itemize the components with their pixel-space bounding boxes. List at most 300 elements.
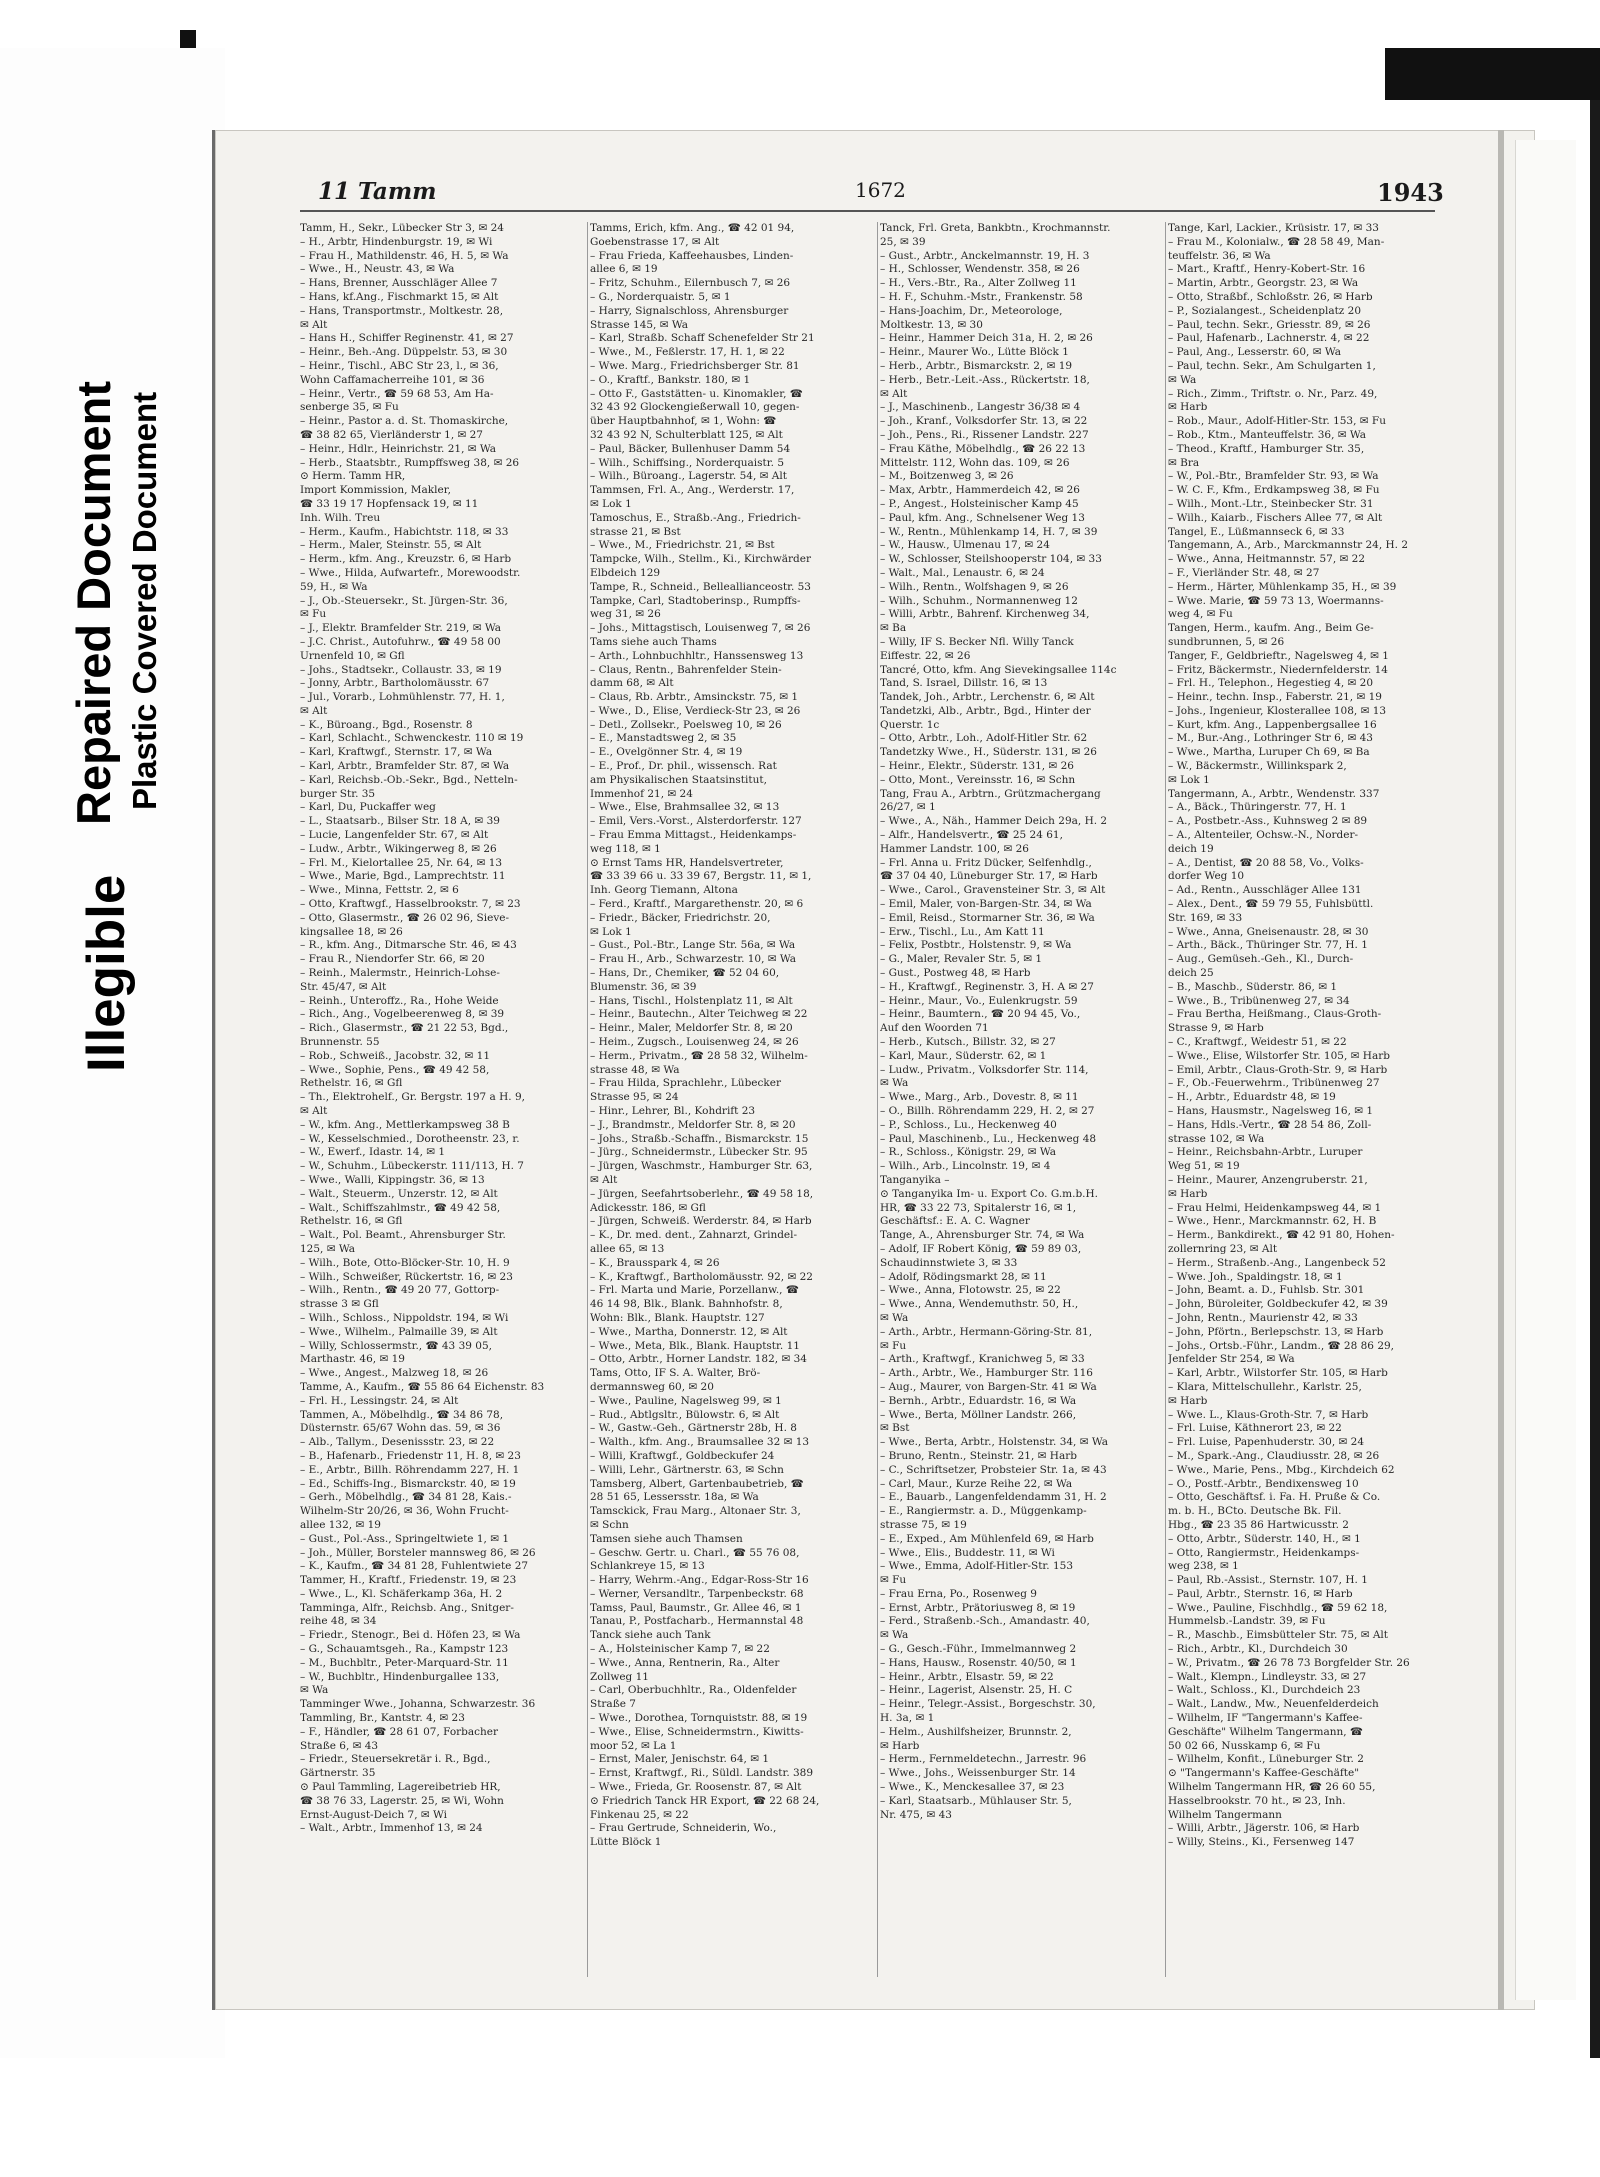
directory-entry: – Willi, Arbtr., Jägerstr. 106, ✉ Harb	[1168, 1822, 1360, 1835]
directory-entry: – F., Ob.-Feuerwehrm., Tribünenweg 27	[1168, 1077, 1380, 1090]
directory-entry: – Alex., Dent., ☎ 59 79 55, Fuhlsbüttl.	[1168, 898, 1374, 911]
directory-entry: ✉ Fu	[880, 1574, 907, 1587]
directory-entry: – R., Schloss., Königstr. 29, ✉ Wa	[880, 1146, 1056, 1159]
directory-entry: – H., Kraftwgf., Reginenstr. 3, H. A ✉ 27	[880, 980, 1094, 993]
directory-entry: – Arth., Bäck., Thüringer Str. 77, H. 1	[1168, 939, 1368, 952]
directory-entry: Tangen, Herm., kaufm. Ang., Beim Ge-	[1168, 622, 1374, 635]
directory-entry: – E., Ovelgönner Str. 4, ✉ 19	[590, 746, 743, 759]
directory-entry: – Wilh., Rentn., ☎ 49 20 77, Gottorp-	[300, 1284, 500, 1297]
directory-entry: – J., Brandmstr., Meldorfer Str. 8, ✉ 20	[590, 1118, 796, 1131]
directory-entry: – Jürgen, Waschmstr., Hamburger Str. 63,	[590, 1160, 813, 1173]
directory-entry: – Jonny, Arbtr., Bartholomäusstr. 67	[300, 677, 490, 690]
directory-entry: kingsallee 18, ✉ 26	[300, 925, 403, 938]
directory-entry: – Wilh., Rentn., Wolfshagen 9, ✉ 26	[880, 580, 1069, 593]
directory-entry: – Frau Emma Mittagst., Heidenkamps-	[590, 829, 797, 842]
directory-entry: – Paul, Ang., Lesserstr. 60, ✉ Wa	[1168, 346, 1341, 359]
directory-entry: 46 14 98, Blk., Blank. Bahnhofstr. 8,	[590, 1298, 783, 1311]
directory-entry: – Kurt, kfm. Ang., Lappenbergsallee 16	[1168, 718, 1377, 731]
directory-entry: – Wwe., M., Feßlerstr. 17, H. 1, ✉ 22	[590, 346, 785, 359]
directory-entry: – Otto, Glasermstr., ☎ 26 02 96, Sieve-	[300, 911, 510, 924]
directory-entry: – Hans, Brenner, Ausschläger Allee 7	[300, 277, 498, 290]
directory-entry: – Hans, Transportmstr., Moltkestr. 28,	[300, 304, 504, 317]
directory-entry: – Herm., Maler, Steinstr. 55, ✉ Alt	[300, 539, 482, 552]
directory-entry: – Paul, Hafenarb., Lachnerstr. 4, ✉ 22	[1168, 332, 1370, 345]
directory-entry: – Martin, Arbtr., Georgstr. 23, ✉ Wa	[1168, 277, 1359, 290]
directory-entry: – Wwe., D., Elise, Verdieck-Str 23, ✉ 26	[590, 704, 801, 717]
directory-entry: – Wilh., Mont.-Ltr., Steinbecker Str. 31	[1168, 497, 1374, 510]
directory-entry: dorfer Weg 10	[1168, 870, 1245, 883]
directory-entry: – H., Arbtr., Eduardstr 48, ✉ 19	[1168, 1091, 1336, 1104]
directory-entry: Schaudinnstwiete 3, ✉ 33	[880, 1256, 1018, 1269]
directory-entry: – Heinr., Bautechn., Alter Teichweg ✉ 22	[590, 1008, 808, 1021]
directory-column-4	[1168, 222, 1456, 1850]
page-header-left: 11 Tamm	[318, 178, 437, 205]
directory-entry: – Carl, Oberbuchhltr., Ra., Oldenfelder	[590, 1684, 797, 1697]
directory-entry: – E., Exped., Am Mühlenfeld 69, ✉ Harb	[880, 1532, 1094, 1545]
directory-entry: – A., Postbetr.-Ass., Kuhnsweg 2 ✉ 89	[1168, 815, 1368, 828]
directory-entry: Urnenfeld 10, ✉ Gfl	[300, 649, 405, 662]
directory-entry: – Heinr., Lagerist, Alsenstr. 25, H. C	[880, 1684, 1073, 1697]
directory-entry: – K., Brausspark 4, ✉ 26	[590, 1256, 720, 1269]
directory-entry: – Wwe., K., Menckesallee 37, ✉ 23	[880, 1781, 1065, 1794]
directory-entry: – W., kfm. Ang., Mettlerkampsweg 38 B	[300, 1118, 510, 1131]
directory-entry: am Physikalischen Staatsinstitut,	[590, 773, 767, 786]
directory-entry: ✉ Alt	[300, 318, 328, 331]
directory-entry: – Johs., Ingenieur, Klosterallee 108, ✉ 13	[1168, 704, 1387, 717]
directory-entry: – Wwe., Pauline, Fischhdlg., ☎ 59 62 18,	[1168, 1601, 1388, 1614]
directory-entry: – Wwe., A., Näh., Hammer Deich 29a, H. 2	[880, 815, 1108, 828]
directory-entry: Goebenstrasse 17, ✉ Alt	[590, 235, 720, 248]
directory-entry: – Carl, Maur., Kurze Reihe 22, ✉ Wa	[880, 1477, 1073, 1490]
directory-entry: – A., Bäck., Thüringerstr. 77, H. 1	[1168, 801, 1347, 814]
directory-entry: 25, ✉ 39	[880, 235, 926, 248]
directory-entry: – Harry, Wehrm.-Ang., Edgar-Ross-Str 16	[590, 1574, 809, 1587]
directory-entry: Tanganyika –	[880, 1173, 950, 1186]
directory-entry: – Wwe., Johs., Weissenburger Str. 14	[880, 1767, 1076, 1780]
directory-entry: – Willy, Steins., Ki., Fersenweg 147	[1168, 1836, 1355, 1849]
directory-entry: Auf den Woorden 71	[880, 1022, 989, 1035]
directory-entry: Tamsberg, Albert, Gartenbaubetrieb, ☎	[590, 1477, 804, 1490]
directory-entry: 32 43 92 N, Schulterblatt 125, ✉ Alt	[590, 428, 783, 441]
directory-entry: – Willy, IF S. Becker Nfl. Willy Tanck	[880, 635, 1074, 648]
directory-entry: – Jul., Vorarb., Lohmühlenstr. 77, H. 1,	[300, 691, 505, 704]
directory-entry: Tanau, P., Postfacharb., Hermannstal 48	[590, 1615, 804, 1628]
directory-entry: Hasselbrookstr. 70 ht., ✉ 23, Inh.	[1168, 1794, 1346, 1807]
directory-entry: ✉ Alt	[300, 704, 328, 717]
directory-entry: – Wwe. Joh., Spaldingstr. 18, ✉ 1	[1168, 1270, 1343, 1283]
directory-entry: – G., Gesch.-Führ., Immelmannweg 2	[880, 1643, 1077, 1656]
directory-entry: – Otto, Rangiermstr., Heidenkamps-	[1168, 1546, 1360, 1559]
directory-entry: Str. 169, ✉ 33	[1168, 911, 1243, 924]
directory-entry: allee 132, ✉ 19	[300, 1518, 381, 1531]
directory-entry: – E., Arbtr., Billh. Röhrendamm 227, H. 1	[300, 1463, 520, 1476]
directory-entry: strasse 102, ✉ Wa	[1168, 1132, 1265, 1145]
directory-entry: – R., Maschb., Eimsbütteler Str. 75, ✉ Alt	[1168, 1629, 1389, 1642]
directory-entry: – H., Schlosser, Wendenstr. 358, ✉ 26	[880, 263, 1080, 276]
directory-entry: – Frau H., Mathildenstr. 46, H. 5, ✉ Wa	[300, 249, 509, 262]
directory-entry: – Otto, Geschäftsf. i. Fa. H. Pruße & Co.	[1168, 1491, 1381, 1504]
directory-entry: – Wwe., Else, Brahmsallee 32, ✉ 13	[590, 801, 780, 814]
directory-entry: Tamme, A., Kaufm., ☎ 55 86 64 Eichenstr. 83	[300, 1380, 545, 1393]
directory-entry: reihe 48, ✉ 34	[300, 1615, 377, 1628]
directory-entry: – Walth., kfm. Ang., Braumsallee 32 ✉ 13	[590, 1436, 810, 1449]
directory-entry: – Wwe., Marie, Bgd., Lamprechtstr. 11	[300, 870, 506, 883]
directory-entry: – Frau Frieda, Kaffeehausbes, Linden-	[590, 249, 794, 262]
directory-entry: moor 52, ✉ La 1	[590, 1739, 677, 1752]
directory-entry: – Wwe., Anna, Flotowstr. 25, ✉ 22	[880, 1284, 1061, 1297]
directory-entry: Querstr. 1c	[880, 718, 940, 731]
directory-entry: – W., Rentn., Mühlenkamp 14, H. 7, ✉ 39	[880, 525, 1098, 538]
directory-entry: Tampke, Carl, Stadtoberinsp., Rumpffs-	[590, 594, 801, 607]
directory-entry: – Heinr., Elektr., Süderstr. 131, ✉ 26	[880, 760, 1074, 773]
directory-entry: – Herb., Kutsch., Billstr. 32, ✉ 27	[880, 1036, 1056, 1049]
directory-entry: – M., Bur.-Ang., Lothringer Str 6, ✉ 43	[1168, 732, 1373, 745]
page-number: 1672	[855, 178, 906, 202]
directory-entry: weg 4, ✉ Fu	[1168, 608, 1233, 621]
directory-entry: ✉ Harb	[1168, 1187, 1208, 1200]
directory-column-1	[300, 222, 588, 1836]
directory-entry: Inh. Georg Tiemann, Altona	[590, 884, 738, 897]
directory-entry: – Frau M., Kolonialw., ☎ 28 58 49, Man-	[1168, 235, 1385, 248]
directory-entry: – Wwe., Hilda, Aufwartefr., Morewoodstr.	[300, 566, 521, 579]
directory-entry: – Johs., Ortsb.-Führ., Landm., ☎ 28 86 29,	[1168, 1339, 1395, 1352]
directory-entry: – Paul, Bäcker, Bullenhuser Damm 54	[590, 442, 791, 455]
directory-entry: – B., Hafenarb., Friedenstr 11, H. 8, ✉ 23	[300, 1449, 521, 1462]
directory-entry: Tanck siehe auch Tank	[590, 1629, 711, 1642]
directory-entry: weg 238, ✉ 1	[1168, 1560, 1239, 1573]
directory-entry: – Aug., Gemüseh.-Geh., Kl., Durch-	[1168, 953, 1354, 966]
directory-entry: Tandetzki, Alb., Arbtr., Bgd., Hinter der	[880, 704, 1091, 717]
directory-entry: Rethelstr. 16, ✉ Gfl	[300, 1215, 403, 1228]
directory-entry: – Heinr., Vertr., ☎ 59 68 53, Am Ha-	[300, 387, 494, 400]
directory-entry: – Paul, techn. Sekr., Griesstr. 89, ✉ 26	[1168, 318, 1371, 331]
directory-entry: – Heinr., techn. Insp., Faberstr. 21, ✉ 19	[1168, 691, 1382, 704]
directory-entry: Marthastr. 46, ✉ 19	[300, 1353, 405, 1366]
directory-entry: – Wwe. L., Klaus-Groth-Str. 7, ✉ Harb	[1168, 1408, 1369, 1421]
directory-entry: – J., Elektr. Bramfelder Str. 219, ✉ Wa	[300, 622, 502, 635]
directory-entry: – Wwe., Marg., Arb., Dovestr. 8, ✉ 11	[880, 1091, 1079, 1104]
directory-entry: Geschäfte" Wilhelm Tangermann, ☎	[1168, 1725, 1363, 1738]
directory-entry: – Alb., Tallym., Desenissstr. 23, ✉ 22	[300, 1436, 495, 1449]
directory-entry: – Karl, Maur., Süderstr. 62, ✉ 1	[880, 1049, 1047, 1062]
directory-entry: – Hans, Dr., Chemiker, ☎ 52 04 60,	[590, 967, 780, 980]
directory-entry: – Wwe., H., Neustr. 43, ✉ Wa	[300, 263, 455, 276]
directory-entry: ⊙ Paul Tammling, Lagereibetrieb HR,	[300, 1781, 501, 1794]
directory-entry: Hammer Landstr. 100, ✉ 26	[880, 842, 1029, 855]
directory-entry: – Heinr., Telegr.-Assist., Borgeschstr. 30,	[880, 1698, 1096, 1711]
directory-entry: – W., Kesselschmied., Dorotheenstr. 23, r.	[300, 1132, 520, 1145]
directory-entry: – John, Rentn., Maurienstr 42, ✉ 33	[1168, 1311, 1358, 1324]
directory-entry: – Wwe., Anna, Rentnerin, Ra., Alter	[590, 1656, 780, 1669]
directory-entry: Wilhelm-Str 20/26, ✉ 36, Wohn Frucht-	[300, 1505, 509, 1518]
directory-entry: – Arth., Arbtr., We., Hamburger Str. 116	[880, 1367, 1093, 1380]
directory-entry: ✉ Harb	[1168, 401, 1208, 414]
directory-entry: – Herm., kfm. Ang., Kreuzstr. 6, ✉ Harb	[300, 553, 512, 566]
directory-entry: – Rob., Maur., Adolf-Hitler-Str. 153, ✉ Fu	[1168, 415, 1386, 428]
directory-entry: – Fritz, Bäckermstr., Niedernfelderstr. 14	[1168, 663, 1388, 676]
directory-entry: – Wwe., Angest., Malzweg 18, ✉ 26	[300, 1367, 489, 1380]
directory-entry: Wohn Caffamacherreihe 101, ✉ 36	[300, 373, 485, 386]
directory-entry: – Jürgen, Schweiß. Werderstr. 84, ✉ Harb	[590, 1215, 812, 1228]
directory-entry: – Jürgen, Seefahrtsoberlehr., ☎ 49 58 18,	[590, 1187, 814, 1200]
scan-right-edge	[1590, 100, 1600, 2060]
directory-entry: – Ludw., Arbtr., Wikingerweg 8, ✉ 26	[300, 842, 497, 855]
directory-entry: burger Str. 35	[300, 787, 376, 800]
directory-entry: – Wwe., Anna, Gneisenaustr. 28, ✉ 30	[1168, 925, 1369, 938]
directory-entry: – Johs., Mittagstisch, Louisenweg 7, ✉ 26	[590, 622, 811, 635]
directory-entry: – Willi, Arbtr., Bahrenf. Kirchenweg 34,	[880, 608, 1090, 621]
directory-entry: – C., Kraftwgf., Weidestr 51, ✉ 22	[1168, 1036, 1347, 1049]
directory-entry: Adickesstr. 186, ✉ Gfl	[590, 1201, 706, 1214]
directory-entry: – Emil, Reisd., Stormarner Str. 36, ✉ Wa	[880, 911, 1095, 924]
directory-entry: – Fritz, Schuhm., Eilernbusch 7, ✉ 26	[590, 277, 791, 290]
directory-entry: – P., Schloss., Lu., Heckenweg 40	[880, 1118, 1057, 1131]
directory-entry: – Otto, Kraftwgf., Hasselbrookstr. 7, ✉ 23	[300, 898, 521, 911]
directory-entry: – Karl, Reichsb.-Ob.-Sekr., Bgd., Netteln-	[300, 773, 518, 786]
directory-entry: allee 65, ✉ 13	[590, 1242, 665, 1255]
directory-entry: über Hauptbahnhof, ✉ 1, Wohn: ☎	[590, 415, 777, 428]
directory-entry: – Ferd., Kraftf., Margarethenstr. 20, ✉ 6	[590, 898, 804, 911]
directory-entry: – Heinr., Maurer Wo., Lütte Blöck 1	[880, 346, 1069, 359]
directory-entry: – Hans, Hausmstr., Nagelsweg 16, ✉ 1	[1168, 1105, 1374, 1117]
directory-entry: – Geschw. Gertr. u. Charl., ☎ 55 76 08,	[590, 1546, 800, 1559]
directory-entry: Tangermann, A., Arbtr., Wendenstr. 337	[1168, 787, 1380, 800]
directory-entry: Tampe, R., Schneid., Belleallianceostr. 53	[590, 580, 811, 593]
directory-entry: – Wwe., Elise, Wilstorfer Str. 105, ✉ Harb	[1168, 1049, 1390, 1062]
directory-entry: – Max, Arbtr., Hammerdeich 42, ✉ 26	[880, 484, 1080, 497]
directory-entry: allee 6, ✉ 19	[590, 263, 658, 276]
directory-entry: – Willi, Kraftwgf., Goldbeckufer 24	[590, 1449, 775, 1462]
directory-entry: ⊙ Friedrich Tanck HR Export, ☎ 22 68 24,	[590, 1794, 820, 1807]
directory-entry: – Heinr., Baumtern., ☎ 20 94 45, Vo.,	[880, 1008, 1081, 1021]
directory-entry: – Wwe., Marie, Pens., Mbg., Kirchdeich 62	[1168, 1463, 1395, 1476]
directory-entry: strasse 3 ✉ Gfl	[300, 1298, 379, 1311]
directory-entry: Str. 45/47, ✉ Alt	[300, 980, 387, 993]
directory-entry: – Gust., Pol.-Ass., Springeltwiete 1, ✉ 1	[300, 1532, 510, 1545]
directory-entry: ✉ Wa	[300, 1684, 329, 1697]
directory-entry: strasse 75, ✉ 19	[880, 1518, 967, 1531]
directory-entry: Elbdeich 129	[590, 566, 661, 579]
directory-entry: – O., Postf.-Arbtr., Bendixensweg 10	[1168, 1477, 1359, 1490]
directory-entry: Finkenau 25, ✉ 22	[590, 1808, 689, 1821]
directory-entry: – Adolf, Rödingsmarkt 28, ✉ 11	[880, 1270, 1047, 1283]
directory-entry: Tancré, Otto, kfm. Ang Sievekingsallee 114c	[880, 663, 1117, 676]
directory-entry: – Frl. Anna u. Fritz Dücker, Selfenhdlg.,	[880, 856, 1092, 869]
directory-entry: Tamms, Erich, kfm. Ang., ☎ 42 01 94,	[590, 222, 795, 234]
directory-entry: – J., Maschinenb., Langestr 36/38 ✉ 4	[880, 401, 1081, 414]
directory-entry: – Walt., Pol. Beamt., Ahrensburger Str.	[300, 1229, 506, 1242]
directory-entry: 125, ✉ Wa	[300, 1242, 355, 1255]
directory-entry: – Herb., Staatsbtr., Rumpffsweg 38, ✉ 26	[300, 456, 520, 469]
directory-entry: – Willy, Schlossermstr., ☎ 43 39 05,	[300, 1339, 492, 1352]
directory-entry: – Joh., Müller, Borsteler mannsweg 86, ✉ 26	[300, 1546, 536, 1559]
directory-entry: – Herm., Kaufm., Habichtstr. 118, ✉ 33	[300, 525, 509, 538]
directory-entry: – Wwe., Wilhelm., Palmaille 39, ✉ Alt	[300, 1325, 498, 1338]
directory-entry: – Arth., Arbtr., Hermann-Göring-Str. 81,	[880, 1325, 1093, 1338]
directory-entry: – Karl, Staatsarb., Mühlauser Str. 5,	[880, 1794, 1072, 1807]
directory-entry: – Wilh., Schiffsing., Norderquaistr. 5	[590, 456, 784, 469]
directory-entry: – Rich., Ang., Vogelbeerenweg 8, ✉ 39	[300, 1008, 505, 1021]
directory-entry: – Wwe. Marie, ☎ 59 73 13, Woermanns-	[1168, 594, 1384, 607]
directory-entry: – E., Bauarb., Langenfeldendamm 31, H. 2	[880, 1491, 1107, 1504]
directory-entry: – Otto, Arbtr., Loh., Adolf-Hitler Str. 62	[880, 732, 1088, 745]
directory-entry: ✉ Lok 1	[1168, 773, 1210, 786]
directory-entry: Mittelstr. 112, Wohn das. 109, ✉ 26	[880, 456, 1070, 469]
directory-entry: – Karl, Du, Puckaffer weg	[300, 801, 436, 814]
adjacent-page-sliver	[1515, 140, 1576, 2000]
directory-entry: – Wilh., Büroang., Lagerstr. 54, ✉ Alt	[590, 470, 787, 483]
directory-entry: – Wilh., Schloss., Nippoldstr. 194, ✉ Wi	[300, 1311, 509, 1324]
directory-entry: Moltkestr. 13, ✉ 30	[880, 318, 983, 331]
directory-entry: – W., Schlosser, Steilshooperstr 104, ✉ 33	[880, 553, 1102, 566]
directory-entry: Tangel, E., Lüßmannseck 6, ✉ 33	[1168, 525, 1345, 538]
directory-entry: – Ernst, Arbtr., Prätoriusweg 8, ✉ 19	[880, 1601, 1076, 1614]
directory-entry: – Claus, Rentn., Bahrenfelder Stein-	[590, 663, 782, 676]
directory-entry: strasse 21, ✉ Bst	[590, 525, 681, 538]
directory-entry: ✉ Wa	[880, 1311, 909, 1324]
directory-entry: – J.C. Christ., Autofuhrw., ☎ 49 58 00	[300, 635, 501, 648]
directory-entry: – Harry, Signalschloss, Ahrensburger	[590, 304, 789, 317]
directory-entry: – Gerh., Möbelhdlg., ☎ 34 81 28, Kais.-	[300, 1491, 512, 1504]
directory-entry: – Otto, Straßbf., Schloßstr. 26, ✉ Harb	[1168, 290, 1373, 303]
directory-entry: – Karl, Straßb. Schaff Schenefelder Str 21	[590, 332, 815, 345]
directory-entry: – A., Dentist, ☎ 20 88 58, Vo., Volks-	[1168, 856, 1364, 869]
directory-entry: Tamoschus, E., Straßb.-Ang., Friedrich-	[590, 511, 801, 524]
directory-entry: deich 25	[1168, 967, 1214, 980]
tag-illegible: Illegible	[77, 874, 136, 1072]
directory-entry: – Frl. Luise, Papenhuderstr. 30, ✉ 24	[1168, 1436, 1365, 1449]
directory-entry: – Klara, Mittelschullehr., Karlstr. 25,	[1168, 1380, 1362, 1393]
directory-entry: – Herm., Bankdirekt., ☎ 42 91 80, Hohen-	[1168, 1229, 1395, 1242]
directory-entry: – W., Privatm., ☎ 26 78 73 Borgfelder Str. 26	[1168, 1656, 1410, 1669]
directory-entry: – K., Kaufm., ☎ 34 81 28, Fuhlentwiete 27	[300, 1560, 529, 1573]
directory-entry: – Walt., Schiffszahlmstr., ☎ 49 42 58,	[300, 1201, 501, 1214]
directory-entry: ☎ 33 39 66 u. 33 39 67, Bergstr. 11, ✉ 1,	[590, 870, 812, 883]
directory-entry: Weg 51, ✉ 19	[1168, 1160, 1240, 1173]
directory-entry: – C., Schriftsetzer, Probsteier Str. 1a, ✉ 43	[880, 1463, 1107, 1476]
directory-entry: – Wwe., Sophie, Pens., ☎ 49 42 58,	[300, 1063, 490, 1076]
directory-entry: – Walt., Klempn., Lindleystr. 33, ✉ 27	[1168, 1670, 1367, 1683]
directory-entry: – Mart., Kraftf., Henry-Kobert-Str. 16	[1168, 263, 1366, 276]
directory-entry: – Walt., Mal., Lenaustr. 6, ✉ 24	[880, 566, 1045, 579]
directory-entry: Gärtnerstr. 35	[300, 1767, 376, 1780]
directory-entry: – W. C. F., Kfm., Erdkampsweg 38, ✉ Fu	[1168, 484, 1380, 497]
directory-entry: – Herm., Härter, Mühlenkamp 35, H., ✉ 39	[1168, 580, 1397, 593]
directory-entry: Nr. 475, ✉ 43	[880, 1808, 952, 1821]
page-binding-edge	[1498, 130, 1504, 2010]
directory-entry: – Herm., Privatm., ☎ 28 58 32, Wilhelm-	[590, 1049, 808, 1062]
directory-entry: – Heinr., Arbtr., Elsastr. 59, ✉ 22	[880, 1670, 1054, 1683]
directory-entry: – Wwe., L., Kl. Schäferkamp 36a, H. 2	[300, 1587, 503, 1600]
directory-entry: – Wwe., Frieda, Gr. Roosenstr. 87, ✉ Alt	[590, 1781, 802, 1794]
scan-bottom-band	[0, 2058, 1600, 2177]
directory-entry: – Theod., Kraftf., Hamburger Str. 35,	[1168, 442, 1365, 455]
directory-entry: – Herb., Betr.-Leit.-Ass., Rückertstr. 18,	[880, 373, 1090, 386]
directory-entry: – Reinh., Malermstr., Heinrich-Lohse-	[300, 967, 500, 980]
directory-entry: Wilhelm Tangermann HR, ☎ 26 60 55,	[1168, 1781, 1376, 1794]
directory-entry: – Wilhelm, IF "Tangermann's Kaffee-	[1168, 1712, 1363, 1725]
directory-entry: Tanck, Frl. Greta, Bankbtn., Krochmannstr.	[880, 222, 1111, 234]
directory-entry: ✉ Wa	[1168, 373, 1197, 386]
directory-entry: Tamsckick, Frau Marg., Altonaer Str. 3,	[590, 1505, 801, 1518]
directory-entry: – Wwe., Emma, Adolf-Hitler-Str. 153	[880, 1560, 1074, 1573]
directory-entry: – O., Billh. Röhrendamm 229, H. 2, ✉ 27	[880, 1105, 1095, 1117]
directory-entry: – Wwe., Walli, Kippingstr. 36, ✉ 13	[300, 1173, 485, 1186]
directory-entry: – Gust., Arbtr., Anckelmannstr. 19, H. 3	[880, 249, 1090, 262]
directory-entry: ✉ Lok 1	[590, 925, 632, 938]
directory-entry: – Emil, Arbtr., Claus-Groth-Str. 9, ✉ Harb	[1168, 1063, 1388, 1076]
directory-entry: – Walt., Schloss., Kl., Durchdeich 23	[1168, 1684, 1361, 1697]
directory-entry: – M., Buchbltr., Peter-Marquard-Str. 11	[300, 1656, 509, 1669]
directory-entry: – Friedr., Stenogr., Bei d. Höfen 23, ✉ Wa	[300, 1629, 521, 1642]
directory-entry: – Rob., Ktm., Manteuffelstr. 36, ✉ Wa	[1168, 428, 1367, 441]
directory-entry: ✉ Wa	[880, 1077, 909, 1090]
directory-entry: – Paul, techn. Sekr., Am Schulgarten 1,	[1168, 359, 1376, 372]
directory-entry: Wohn: Blk., Blank. Hauptstr. 127	[590, 1311, 765, 1324]
directory-entry: – Wwe., Berta, Möllner Landstr. 266,	[880, 1408, 1077, 1421]
directory-entry: – Heinr., Reichsbahn-Arbtr., Luruper	[1168, 1146, 1363, 1159]
directory-entry: – Gust., Postweg 48, ✉ Harb	[880, 967, 1031, 980]
directory-entry: weg 118, ✉ 1	[590, 842, 661, 855]
directory-entry: Tammsen, Frl. A., Ang., Werderstr. 17,	[590, 484, 795, 497]
directory-entry: Tang, Frau A., Arbtrn., Grützmachergang	[880, 787, 1101, 800]
directory-entry: – Th., Elektrohelf., Gr. Bergstr. 197 a H. 9,	[300, 1091, 525, 1104]
directory-entry: – Friedr., Steuersekretär i. R., Bgd.,	[300, 1753, 491, 1766]
directory-entry: Tamss, Paul, Baumstr., Gr. Allee 46, ✉ 1	[590, 1601, 802, 1614]
directory-entry: – Wwe., Elis., Buddestr. 11, ✉ Wi	[880, 1546, 1055, 1559]
directory-entry: – Johs., Straßb.-Schaffn., Bismarckstr. 15	[590, 1132, 809, 1145]
directory-entry: – Herm., Straßenb.-Ang., Langenbeck 52	[1168, 1256, 1386, 1269]
directory-entry: – Frau Käthe, Möbelhdlg., ☎ 26 22 13	[880, 442, 1086, 455]
directory-entry: ⊙ "Tangermann's Kaffee-Geschäfte"	[1168, 1767, 1360, 1780]
directory-entry: ✉ Bst	[880, 1422, 910, 1435]
tag-repaired-document: Repaired Document	[67, 381, 120, 825]
directory-entry: 50 02 66, Nusskamp 6, ✉ Fu	[1168, 1739, 1321, 1752]
directory-entry: – Hans, kf.Ang., Fischmarkt 15, ✉ Alt	[300, 290, 499, 303]
directory-entry: – Ludw., Privatm., Volksdorfer Str. 114,	[880, 1063, 1089, 1076]
directory-entry: – Paul, Maschinenb., Lu., Heckenweg 48	[880, 1132, 1097, 1145]
directory-entry: – Wwe., B., Tribünenweg 27, ✉ 34	[1168, 994, 1350, 1007]
directory-entry: Strasse 145, ✉ Wa	[590, 318, 689, 331]
directory-entry: – Frau Hilda, Sprachlehr., Lübecker	[590, 1077, 781, 1090]
directory-entry: – W., Buchbltr., Hindenburgallee 133,	[300, 1670, 500, 1683]
directory-entry: Tandek, Joh., Arbtr., Lerchenstr. 6, ✉ Alt	[880, 691, 1095, 704]
directory-entry: 26/27, ✉ 1	[880, 801, 936, 814]
directory-entry: – John, Büroleiter, Goldbeckufer 42, ✉ 39	[1168, 1298, 1388, 1311]
directory-entry: ⊙ Tanganyika Im- u. Export Co. G.m.b.H.	[880, 1187, 1099, 1200]
directory-entry: ✉ Harb	[1168, 1394, 1208, 1407]
directory-entry: – W., Gastw.-Geh., Gärtnerstr 28b, H. 8	[590, 1422, 797, 1435]
directory-entry: – Wwe. Marg., Friedrichsberger Str. 81	[590, 359, 800, 372]
directory-entry: Tams siehe auch Thams	[590, 635, 717, 648]
directory-column-2	[590, 222, 878, 1850]
directory-entry: – Frau Erna, Po., Rosenweg 9	[880, 1587, 1037, 1600]
directory-entry: ☎ 38 76 33, Lagerstr. 25, ✉ Wi, Wohn	[300, 1794, 504, 1807]
directory-entry: Tamminga, Alfr., Reichsb. Ang., Snitger-	[300, 1601, 514, 1614]
directory-entry: m. b. H., BCto. Deutsche Bk. Fil.	[1168, 1505, 1342, 1518]
directory-entry: – Frau R., Niendorfer Str. 66, ✉ 20	[300, 953, 485, 966]
directory-entry: – R., kfm. Ang., Ditmarsche Str. 46, ✉ 43	[300, 939, 517, 952]
directory-entry: Eiffestr. 22, ✉ 26	[880, 649, 971, 662]
directory-entry: – H. F., Schuhm.-Mstr., Frankenstr. 58	[880, 290, 1083, 303]
directory-entry: teuffelstr. 36, ✉ Wa	[1168, 249, 1271, 262]
directory-entry: Strasse 95, ✉ 24	[590, 1091, 679, 1104]
directory-entry: – Frau Bertha, Heißmang., Claus-Groth-	[1168, 1008, 1382, 1021]
directory-entry: – Hans, Hausw., Rosenstr. 40/50, ✉ 1	[880, 1656, 1077, 1669]
directory-entry: – Wilh., Schuhm., Normannenweg 12	[880, 594, 1078, 607]
directory-entry: – Wwe., Minna, Fettstr. 2, ✉ 6	[300, 884, 459, 897]
directory-entry: ⊙ Herm. Tamm HR,	[300, 470, 406, 483]
